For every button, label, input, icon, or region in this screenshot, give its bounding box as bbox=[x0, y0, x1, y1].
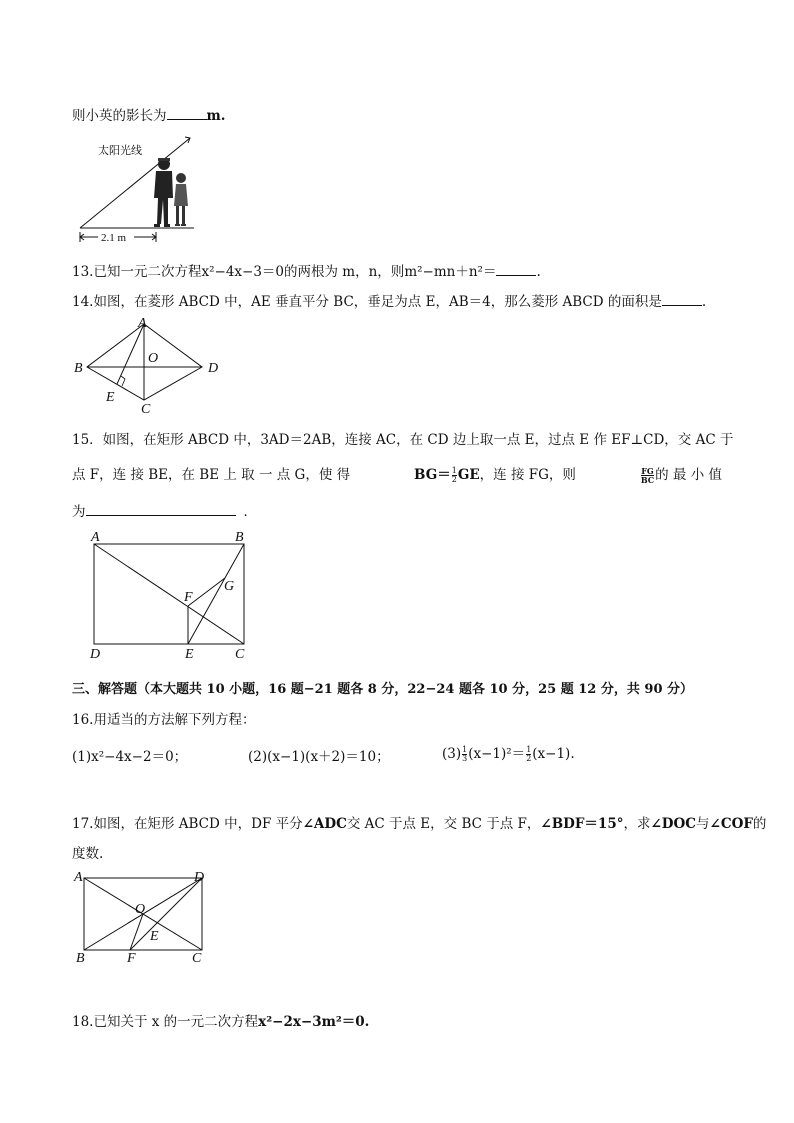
segment-ae bbox=[117, 324, 144, 384]
q17-angle-adc: ∠ADC bbox=[302, 816, 347, 832]
q12-answer-blank[interactable] bbox=[167, 107, 207, 120]
label-o: O bbox=[135, 902, 146, 917]
q16-line bbox=[72, 708, 255, 728]
q12-figure bbox=[72, 132, 202, 247]
diagonal-ac bbox=[94, 544, 244, 644]
q17-line1 bbox=[72, 812, 766, 832]
q16-eq3-prefix: (3) bbox=[442, 746, 462, 762]
label-e: E bbox=[185, 647, 194, 662]
q16-eq3-frac2: $\frac{1}{2}$ bbox=[526, 745, 532, 763]
q14-line bbox=[72, 290, 706, 310]
q17-figure bbox=[72, 866, 222, 970]
q14-answer-blank[interactable] bbox=[662, 293, 702, 306]
shadow-length-label: 2.1 m bbox=[101, 232, 127, 244]
q16-eq3-suffix: (x−1). bbox=[532, 746, 575, 762]
q17-text-line2: 度数. bbox=[72, 846, 104, 862]
q13-middle: 的两根为 m，n，则 bbox=[284, 264, 405, 280]
q17-angle-cof: ∠COF bbox=[709, 816, 753, 832]
q13-answer-blank[interactable] bbox=[496, 263, 536, 276]
man-figure bbox=[154, 158, 173, 227]
q17-angle-doc: ∠DOC bbox=[650, 816, 697, 832]
label-d: D bbox=[208, 361, 219, 376]
label-f: F bbox=[184, 590, 193, 605]
q12-unit: m. bbox=[206, 108, 226, 124]
q16-eq1: (1)x²−4x−2＝0； bbox=[72, 749, 188, 765]
q17-line2 bbox=[72, 842, 103, 862]
label-b: B bbox=[74, 361, 83, 376]
q16-equations bbox=[72, 745, 187, 765]
rhombus-diagram bbox=[70, 312, 230, 420]
segment-of bbox=[130, 914, 143, 950]
label-o: O bbox=[148, 351, 159, 366]
q17-text-e: 的 bbox=[752, 816, 767, 832]
q15-text-line2c: 的 最 小 值 bbox=[655, 467, 722, 483]
q12-line bbox=[72, 104, 225, 124]
q15-figure bbox=[84, 527, 254, 663]
q18-line bbox=[72, 1010, 369, 1030]
q16-eq3-frac1: $\frac{1}{3}$ bbox=[462, 745, 468, 763]
label-a: A bbox=[74, 870, 83, 885]
section3-title: 三、解答题（本大题共 10 小题，16 题−21 题各 8 分，22−24 题各 10 分，25 题 12 分，共 90 分） bbox=[72, 682, 694, 697]
q18-equation: x²−2x−3m²＝0. bbox=[258, 1014, 370, 1030]
label-c: C bbox=[235, 647, 245, 662]
label-f: F bbox=[127, 951, 136, 966]
label-e: E bbox=[150, 929, 159, 944]
q16-eq3-mid: (x−1)²＝ bbox=[468, 746, 526, 762]
label-b: B bbox=[235, 530, 244, 545]
right-angle-mark bbox=[121, 376, 125, 386]
q13-line bbox=[72, 260, 541, 280]
q16-eq3-line bbox=[442, 742, 575, 763]
q14-figure bbox=[70, 312, 230, 420]
label-b: B bbox=[76, 951, 85, 966]
q13-suffix: . bbox=[536, 264, 541, 280]
q15-bg: BG＝ bbox=[414, 467, 451, 483]
rectangle-diagram bbox=[84, 527, 254, 663]
section3-heading bbox=[72, 678, 693, 697]
q15-frac-fg-bc: $\frac{FG}{BC}$ bbox=[640, 466, 655, 485]
q15-text-line3: 为 bbox=[72, 504, 86, 520]
q16-eq2: (2)(x−1)(x＋2)＝10； bbox=[248, 749, 390, 765]
label-c: C bbox=[192, 951, 202, 966]
q15-line1 bbox=[72, 428, 734, 448]
q15-line2 bbox=[72, 463, 722, 484]
q12-text: 则小英的影长为 bbox=[72, 108, 167, 124]
q13-expression: m²−mn＋n²＝ bbox=[404, 264, 497, 280]
q17-angle-bdf: ∠BDF＝15° bbox=[540, 816, 624, 832]
label-g: G bbox=[224, 579, 235, 594]
segment-be bbox=[188, 544, 244, 644]
q15-text-line2b: ，连 接 FG，则 bbox=[479, 467, 576, 483]
rectangle-diagram-q17 bbox=[72, 866, 222, 970]
q15-text-line1: 15．如图，在矩形 ABCD 中，3AD＝2AB，连接 AC，在 CD 边上取一点 E，过点 E 作 EF⊥CD，交 AC 于 bbox=[72, 432, 734, 448]
q17-text-d: 与 bbox=[696, 816, 710, 832]
q17-text-b: 交 AC 于点 E，交 BC 于点 F， bbox=[346, 816, 541, 832]
q17-text-c: ，求 bbox=[623, 816, 651, 832]
q13-equation: x²−4x−3＝0 bbox=[201, 264, 285, 280]
q16-text: 16.用适当的方法解下列方程： bbox=[72, 712, 256, 728]
q14-suffix: . bbox=[701, 294, 707, 310]
q18-text: 18.已知关于 x 的一元二次方程 bbox=[72, 1014, 259, 1030]
q16-eq2-line bbox=[248, 745, 390, 765]
q15-line3: 为 ． bbox=[72, 504, 257, 520]
q14-text: 14.如图，在菱形 ABCD 中，AE 垂直平分 BC，垂足为点 E，AB＝4，那么菱形 ABCD 的面积是 bbox=[72, 294, 662, 310]
segment-fg bbox=[188, 578, 225, 606]
q17-text-a: 17.如图，在矩形 ABCD 中，DF 平分 bbox=[72, 816, 303, 832]
q15-answer-blank[interactable] bbox=[86, 503, 236, 516]
label-c: C bbox=[141, 402, 151, 417]
q13-text: 13.已知一元二次方程 bbox=[72, 264, 202, 280]
label-a: A bbox=[138, 316, 147, 331]
label-d: D bbox=[194, 870, 205, 885]
label-d: D bbox=[90, 647, 101, 662]
label-a: A bbox=[91, 530, 100, 545]
q15-text-line2a: 点 F，连 接 BE，在 BE 上 取 一 点 G，使 得 bbox=[72, 467, 351, 483]
label-e: E bbox=[106, 390, 115, 405]
girl-figure bbox=[174, 173, 188, 226]
shadow-diagram bbox=[72, 132, 202, 247]
q15-frac-half: $\frac{1}{2}$ bbox=[451, 466, 457, 484]
sunlight-label: 太阳光线 bbox=[98, 145, 142, 157]
q15-ge: GE bbox=[457, 467, 480, 483]
